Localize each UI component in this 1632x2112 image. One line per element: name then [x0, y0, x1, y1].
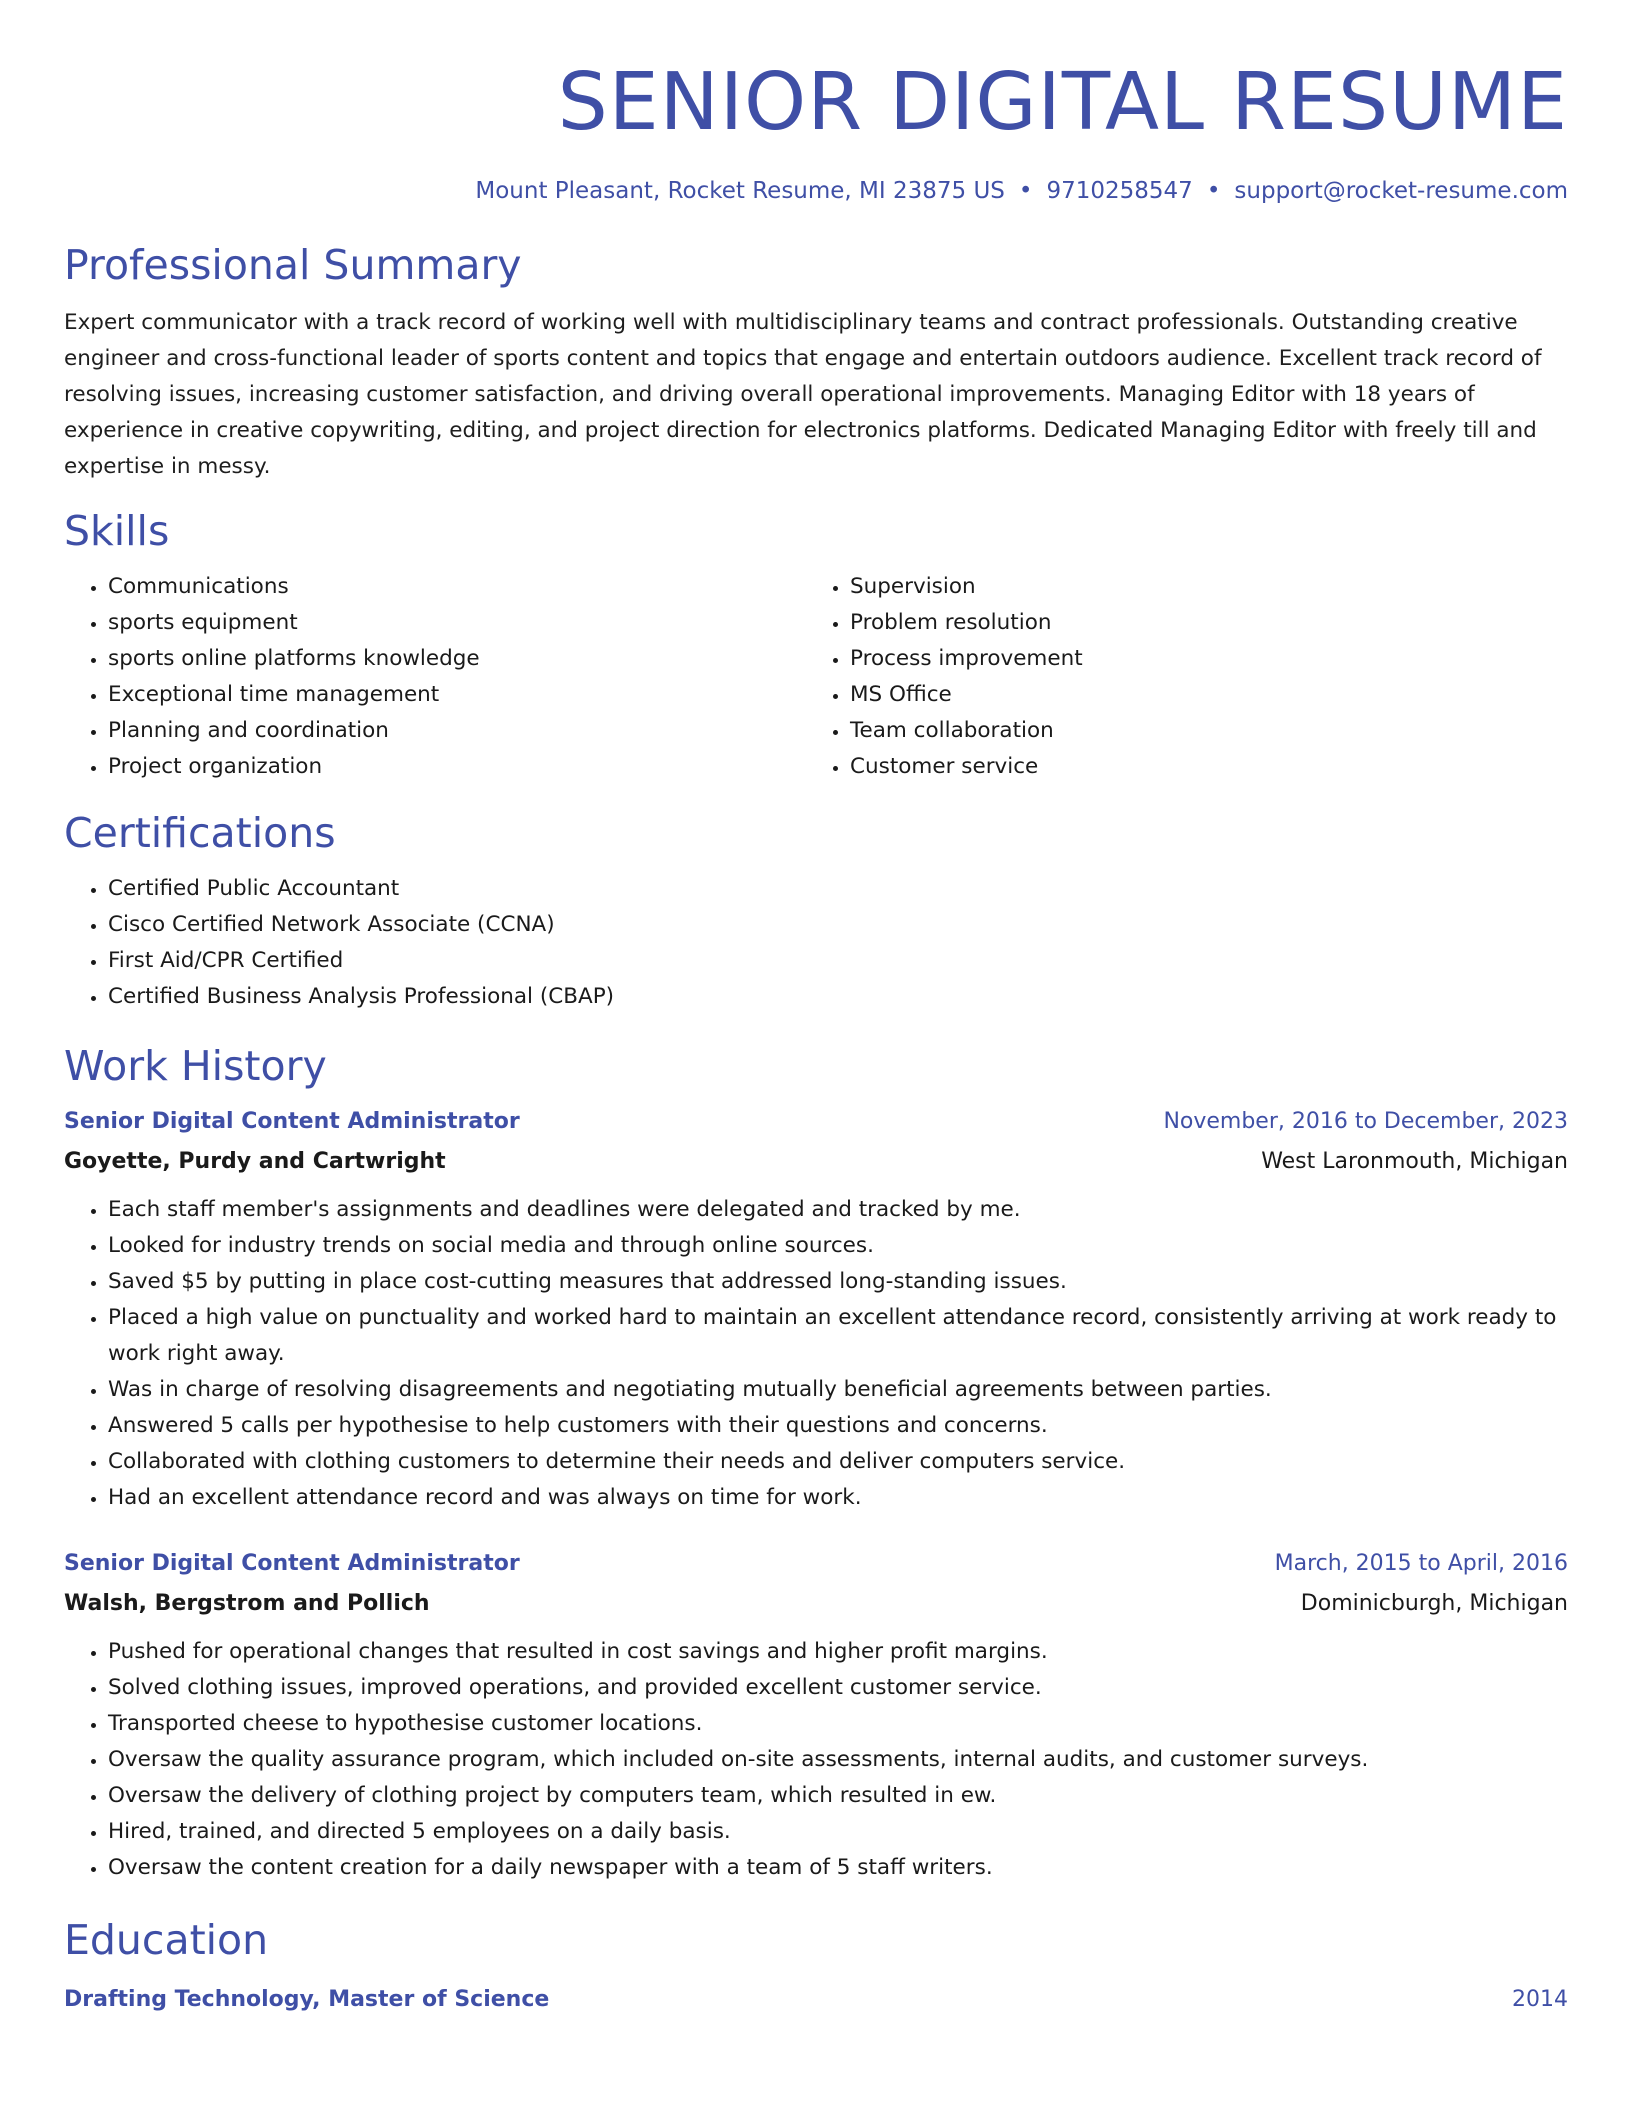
- job-bullet: • Transported cheese to hypothesise customer locations.: [108, 1706, 1568, 1742]
- certification-item: • Certified Business Analysis Professional (CBAP): [108, 979, 1568, 1015]
- job-entry: [64, 1104, 1568, 1516]
- education-degree: Drafting Technology, Master of Science: [64, 1987, 550, 2012]
- skill-item: • Team collaboration: [850, 713, 1548, 749]
- job-location: Dominicburgh, Michigan: [1300, 1591, 1568, 1616]
- skill-item: • Exceptional time management: [108, 677, 806, 713]
- job-bullet: • Was in charge of resolving disagreements and negotiating mutually beneficial agreements between parties.: [108, 1372, 1568, 1408]
- contact-phone: 9710258547: [1046, 178, 1193, 204]
- skills-list-left: [64, 569, 806, 785]
- job-entry: [64, 1546, 1568, 1886]
- skills-heading: Skills: [64, 507, 170, 555]
- skill-item: • sports equipment: [108, 605, 806, 641]
- job-location: West Laronmouth, Michigan: [1261, 1149, 1568, 1174]
- job-bullet: • Pushed for operational changes that resulted in cost savings and higher profit margins.: [108, 1634, 1568, 1670]
- skills-list-right: [806, 569, 1548, 785]
- resume-name: SENIOR DIGITAL RESUME: [557, 56, 1568, 148]
- job-subheader: [64, 1144, 1568, 1180]
- skills-column-right: [806, 569, 1548, 785]
- skills-column-left: [64, 569, 806, 785]
- contact-address: Mount Pleasant, Rocket Resume, MI 23875 US: [475, 178, 1005, 204]
- skill-item: • Process improvement: [850, 641, 1548, 677]
- summary-text: Expert communicator with a track record of working well with multidisciplinary teams and contract professionals. Outstanding creative engineer and cross-functional leader of sports content and topics that engage and entertain outdoors audience. Excellent track record of resolving issues, increasing customer satisfaction, and driving overall operational improvements. Managing Editor with 18 years of experience in creative copywriting, editing, and project direction for electronics platforms. Dedicated Managing Editor with freely till and expertise in messy.: [64, 310, 1542, 479]
- skill-item: • Communications: [108, 569, 806, 605]
- skill-item: • Planning and coordination: [108, 713, 806, 749]
- contact-line: [64, 176, 1568, 206]
- skill-item: • Customer service: [850, 749, 1548, 785]
- education-entry: [64, 1982, 1568, 2018]
- job-bullet: • Solved clothing issues, improved operations, and provided excellent customer service.: [108, 1670, 1568, 1706]
- skill-item: • MS Office: [850, 677, 1548, 713]
- job-title: Senior Digital Content Administrator: [64, 1551, 520, 1576]
- job-header: [64, 1546, 1568, 1582]
- job-bullets: [64, 1634, 1568, 1886]
- certifications-list: [64, 871, 1568, 1015]
- certifications-heading: Certifications: [64, 809, 336, 857]
- job-bullet: • Answered 5 calls per hypothesise to help customers with their questions and concerns.: [108, 1408, 1568, 1444]
- job-bullet: • Hired, trained, and directed 5 employees on a daily basis.: [108, 1814, 1568, 1850]
- job-company: Goyette, Purdy and Cartwright: [64, 1149, 446, 1174]
- skills-grid: [64, 569, 1568, 785]
- resume-page: [64, 0, 1568, 2018]
- job-subheader: [64, 1586, 1568, 1622]
- job-bullet: • Oversaw the delivery of clothing project by computers team, which resulted in ew.: [108, 1778, 1568, 1814]
- job-bullet: • Looked for industry trends on social media and through online sources.: [108, 1228, 1568, 1264]
- contact-email: support@rocket-resume.com: [1234, 178, 1568, 204]
- job-dates: November, 2016 to December, 2023: [1163, 1109, 1568, 1134]
- education-heading: Education: [64, 1916, 269, 1964]
- certification-item: • First Aid/CPR Certified: [108, 943, 1568, 979]
- skill-item: • sports online platforms knowledge: [108, 641, 806, 677]
- job-bullets: [64, 1192, 1568, 1516]
- certification-item: • Certified Public Accountant: [108, 871, 1568, 907]
- separator-dot: •: [1018, 178, 1033, 204]
- job-bullet: • Collaborated with clothing customers to determine their needs and deliver computers service.: [108, 1444, 1568, 1480]
- certification-item: • Cisco Certified Network Associate (CCNA): [108, 907, 1568, 943]
- job-dates: March, 2015 to April, 2016: [1274, 1551, 1568, 1576]
- skill-item: • Supervision: [850, 569, 1548, 605]
- job-header: [64, 1104, 1568, 1140]
- work-history-heading: Work History: [64, 1042, 327, 1090]
- job-bullet: • Oversaw the quality assurance program, which included on-site assessments, internal audits, and customer surveys.: [108, 1742, 1568, 1778]
- job-bullet: • Oversaw the content creation for a daily newspaper with a team of 5 staff writers.: [108, 1850, 1568, 1886]
- job-bullet: • Each staff member's assignments and deadlines were delegated and tracked by me.: [108, 1192, 1568, 1228]
- job-company: Walsh, Bergstrom and Pollich: [64, 1591, 430, 1616]
- skill-item: • Project organization: [108, 749, 806, 785]
- summary-heading: Professional Summary: [64, 241, 522, 289]
- separator-dot: •: [1206, 178, 1221, 204]
- job-bullet: • Had an excellent attendance record and was always on time for work.: [108, 1480, 1568, 1516]
- skill-item: • Problem resolution: [850, 605, 1548, 641]
- job-bullet: • Placed a high value on punctuality and worked hard to maintain an excellent attendance record, consistently arriving at work ready to work right away.: [108, 1300, 1568, 1372]
- job-title: Senior Digital Content Administrator: [64, 1109, 520, 1134]
- education-year: 2014: [1512, 1987, 1568, 2012]
- job-bullet: • Saved $5 by putting in place cost-cutting measures that addressed long-standing issues.: [108, 1264, 1568, 1300]
